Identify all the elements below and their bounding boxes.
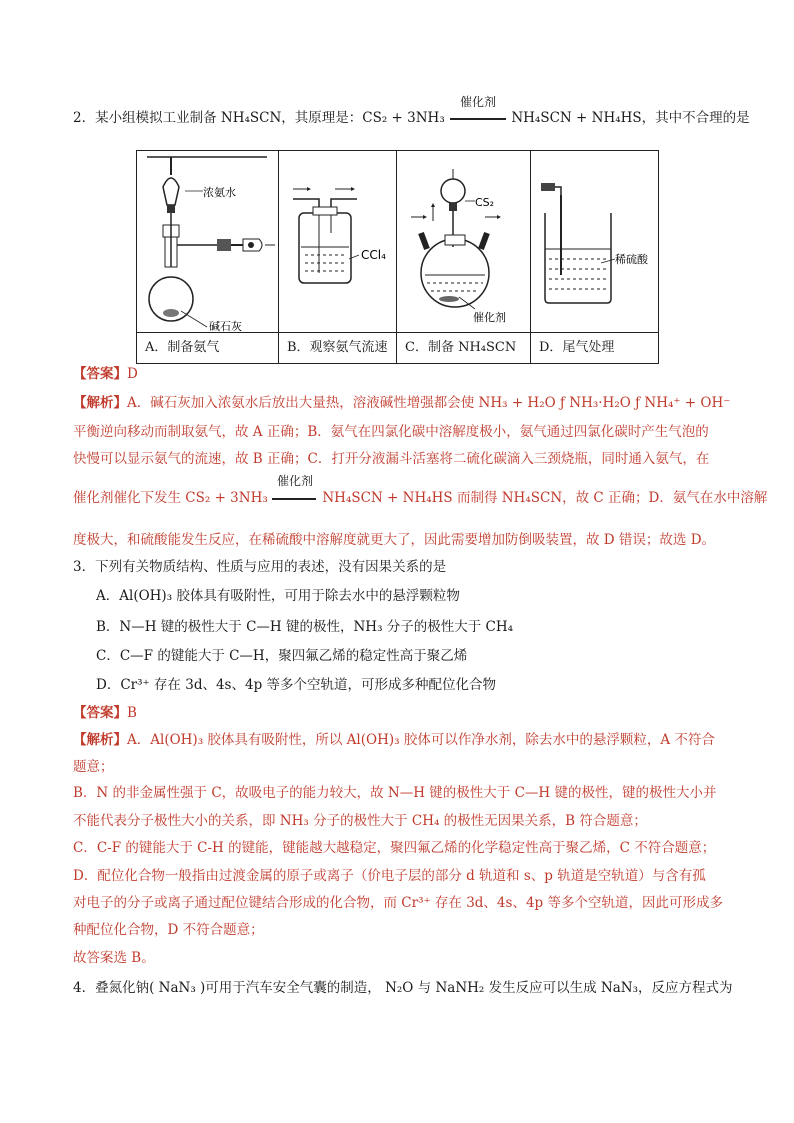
- q2-stem: [73, 95, 750, 128]
- caption-d: D．尾气处理: [531, 333, 659, 364]
- answer-label: 【答案】: [73, 366, 127, 382]
- q3-option-d: D．Cr³⁺ 存在 3d、4s、4p 等多个空轨道，可形成多种配位化合物: [96, 677, 496, 693]
- q3-analysis-line-8: 种配位化合物，D 不符合题意；: [73, 922, 264, 938]
- q3-analysis-line-4: 不能代表分子极性大小的关系，即 NH₃ 分子的极性大于 CH₄ 的极性无因果关系，B 符合题意；: [73, 813, 647, 829]
- q2-analysis-line-4: 催化剂催化下发生 CS₂ + 3NH₃ 催化剂 NH₄SCN + NH₄HS 而制得 NH₄SCN，故 C 正确；D．氨气在水中溶解: [73, 474, 768, 506]
- q2-analysis-line-2: 平衡逆向移动而制取氨气，故 A 正确；B．氨气在四氯化碳中溶解度极小，氨气通过四氯化碳时产生气泡的: [73, 424, 709, 440]
- label-cs2: CS₂: [475, 196, 495, 209]
- apparatus-b: [279, 151, 397, 333]
- q2-reaction-arrow: [449, 95, 507, 128]
- apparatus-a: [137, 151, 279, 333]
- label-ccl4: CCl₄: [361, 248, 386, 262]
- q3-analysis-line-2: 题意；: [73, 759, 114, 775]
- label-soda-lime: 碱石灰: [209, 320, 242, 332]
- q3-answer: 【答案】B: [73, 705, 137, 721]
- answer-value: D: [127, 366, 138, 382]
- q3-analysis-line-5: C．C-F 的键能大于 C-H 的键能，键能越大越稳定，聚四氟乙烯的化学稳定性高于聚乙烯，C 不符合题意；: [73, 840, 716, 856]
- label-dilute-h2so4: 稀硫酸: [615, 253, 648, 266]
- q2-apparatus-figure: [136, 150, 659, 364]
- q2-catalyst-label: 催化剂: [460, 95, 497, 109]
- q3-analysis-line-1: 【解析】A．Al(OH)₃ 胶体具有吸附性，所以 Al(OH)₃ 胶体可以作净水剂，除去水中的悬浮颗粒，A 不符合: [73, 732, 715, 748]
- analysis-label: 【解析】: [73, 395, 127, 411]
- caption-a: A．制备氨气: [137, 333, 279, 364]
- q2-analysis-line-1: 【解析】A．碱石灰加入浓氨水后放出大量热，溶液碱性增强都会使 NH₃ + H₂O ƒ NH₃·H₂O ƒ NH₄⁺ + OH⁻: [73, 395, 731, 411]
- label-catalyst: 催化剂: [473, 311, 506, 324]
- q3-analysis-line-6: D．配位化合物一般指由过渡金属的原子或离子（价电子层的部分 d 轨道和 s、p 轨道是空轨道）与含有孤: [73, 868, 706, 884]
- q2-analysis-line-3: 快慢可以显示氨气的流速，故 B 正确；C．打开分液漏斗活塞将二硫化碳滴入三颈烧瓶，同时通入氨气，在: [73, 451, 710, 467]
- q2-answer: [73, 364, 138, 384]
- q3-analysis-line-9: 故答案选 B。: [73, 950, 155, 966]
- q4-stem: 4．叠氮化钠( NaN₃ )可用于汽车安全气囊的制造， N₂O 与 NaNH₂ 发生反应可以生成 NaN₃，反应方程式为: [73, 980, 733, 996]
- q2-stem-right: NH₄SCN + NH₄HS，其中不合理的是: [511, 110, 750, 126]
- apparatus-d: [531, 151, 659, 333]
- apparatus-c: [397, 151, 531, 333]
- q3-option-a: A．Al(OH)₃ 胶体具有吸附性，可用于除去水中的悬浮颗粒物: [96, 588, 460, 604]
- caption-c: C．制备 NH₄SCN: [397, 333, 531, 364]
- caption-b: B．观察氨气流速: [279, 333, 397, 364]
- q2-analysis-line-5: 度极大，和硫酸能发生反应，在稀硫酸中溶解度就更大了，因此需要增加防倒吸装置，故 D 错误；故选 D。: [73, 532, 716, 548]
- label-conc-ammonia: 浓氨水: [203, 186, 236, 199]
- q3-stem: 3．下列有关物质结构、性质与应用的表述，没有因果关系的是: [73, 559, 447, 575]
- q3-option-b: B．N—H 键的极性大于 C—H 键的极性，NH₃ 分子的极性大于 CH₄: [96, 619, 514, 635]
- q3-analysis-line-3: B．N 的非金属性强于 C，故吸电子的能力较大，故 N—H 键的极性大于 C—H 键的极性，键的极性大小并: [73, 785, 717, 801]
- q2-stem-left: 2．某小组模拟工业制备 NH₄SCN，其原理是：CS₂ + 3NH₃: [73, 110, 445, 126]
- q2-analysis-arrow: 催化剂: [272, 488, 318, 508]
- q3-analysis-line-7: 对电子的分子或离子通过配位键结合形成的化合物，而 Cr³⁺ 存在 3d、4s、4p 等多个空轨道，因此可形成多: [73, 895, 723, 911]
- q3-option-c: C．C—F 的键能大于 C—H，聚四氟乙烯的稳定性高于聚乙烯: [96, 648, 468, 664]
